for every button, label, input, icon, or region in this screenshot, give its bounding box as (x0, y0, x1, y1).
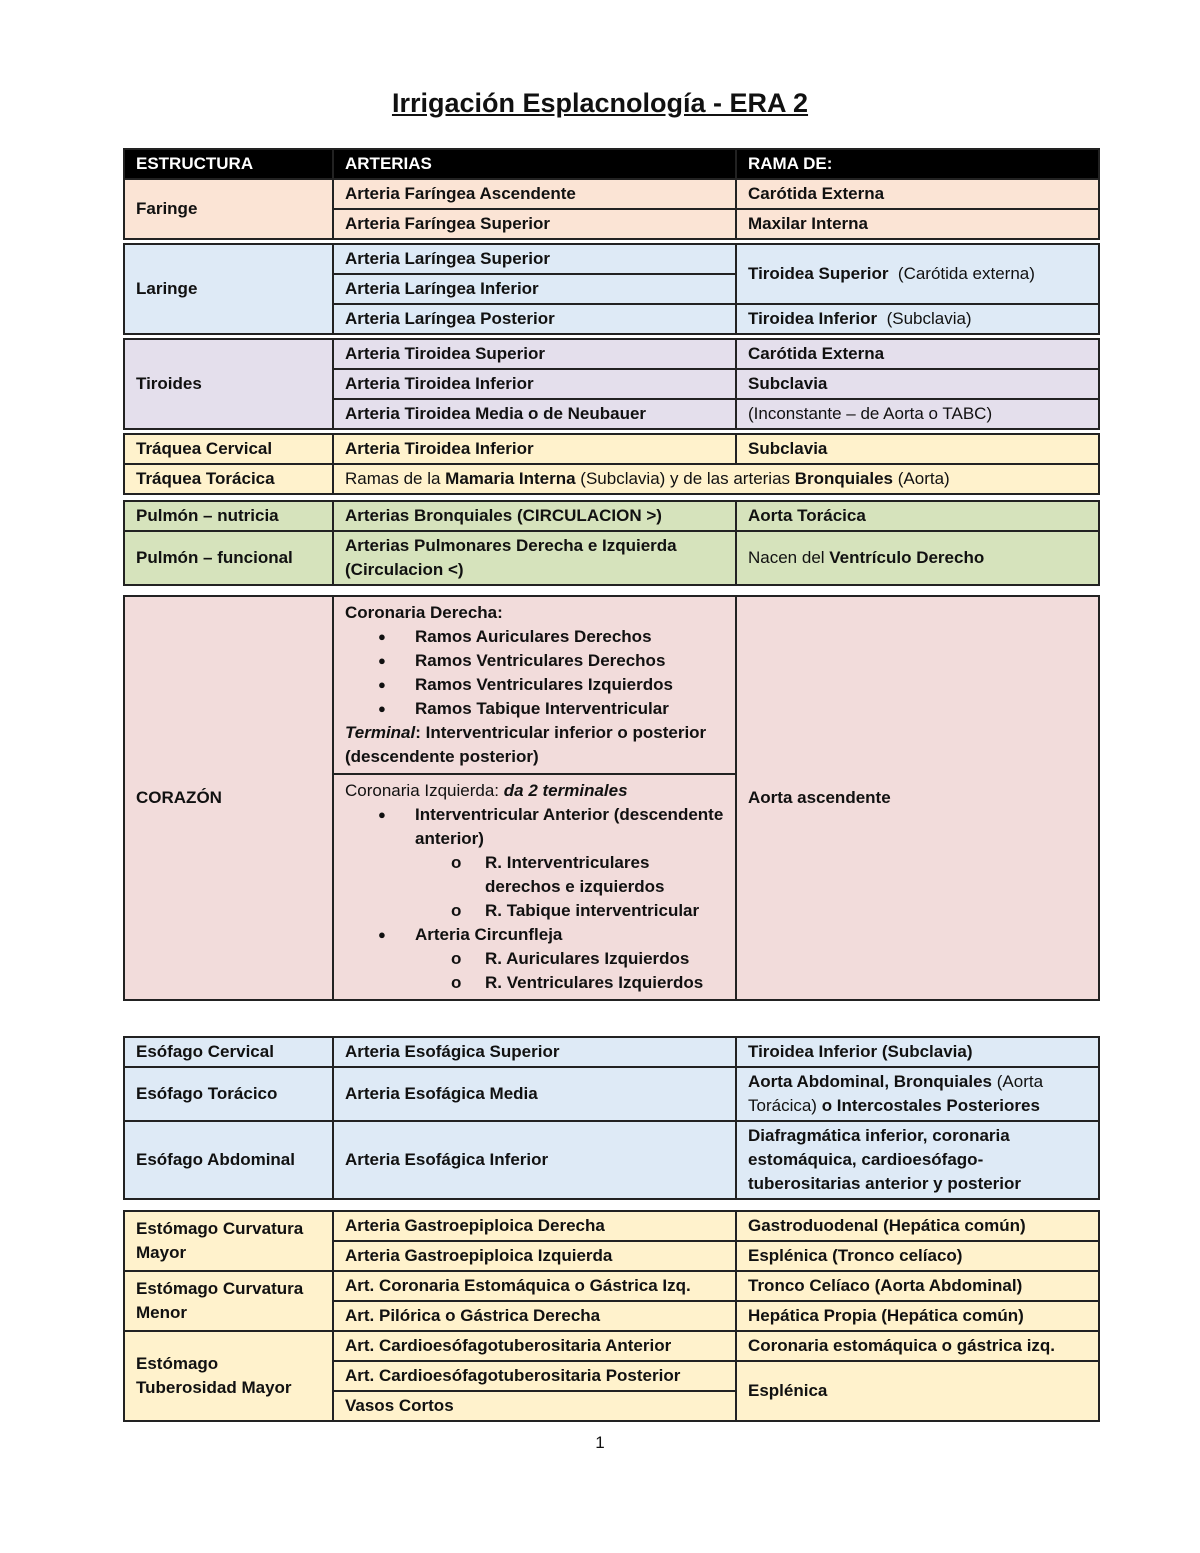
rama-note: (Subclavia) (886, 309, 972, 328)
table-row (124, 596, 1099, 774)
rama-cell: Subclavia (736, 369, 1099, 399)
rama-cell (736, 244, 1099, 304)
header-estructura: ESTRUCTURA (124, 149, 333, 179)
rama-cell (736, 1067, 1099, 1121)
arteria-cell: Arteria Gastroepiploica Izquierda (333, 1241, 736, 1271)
pulmon-table (123, 500, 1100, 586)
table-row (124, 1067, 1099, 1121)
list-item: ● Ramos Ventriculares Izquierdos (415, 673, 724, 697)
coronaria-izquierda-list (345, 803, 724, 995)
table-row (124, 464, 1099, 494)
coronaria-derecha-title: Coronaria Derecha: (345, 603, 503, 622)
estructura-cell: Pulmón – funcional (124, 531, 333, 585)
rama-cell: Aorta Torácica (736, 501, 1099, 531)
traquea-table (123, 433, 1100, 495)
arteria-cell: Arteria Tiroidea Media o de Neubauer (333, 399, 736, 429)
rama-cell: Gastroduodenal (Hepática común) (736, 1211, 1099, 1241)
rama-cell (736, 531, 1099, 585)
rama-cell: Maxilar Interna (736, 209, 1099, 239)
table-row (124, 531, 1099, 585)
list-item: ● Ramos Tabique Interventricular (415, 697, 724, 721)
arteria-cell: Art. Cardioesófagotuberositaria Posterior (333, 1361, 736, 1391)
arteria-cell: Vasos Cortos (333, 1391, 736, 1421)
title-text: Coronaria Izquierda: (345, 781, 504, 800)
arteria-cell: Arteria Laríngea Inferior (333, 274, 736, 304)
arteria-cell: Arteria Gastroepiploica Derecha (333, 1211, 736, 1241)
rama-note: (Aorta Torácica) (748, 1072, 1044, 1115)
estructura-cell: Esófago Abdominal (124, 1121, 333, 1199)
rama-cell: Hepática Propia (Hepática común) (736, 1301, 1099, 1331)
estructura-cell: CORAZÓN (124, 596, 333, 1000)
list-item: ● Ramos Ventriculares Derechos (415, 649, 724, 673)
arteria-cell (333, 464, 1099, 494)
coronaria-izquierda-cell (333, 774, 736, 1000)
header-rama: RAMA DE: (736, 149, 1099, 179)
sub-list-item: o R. Interventriculares derechos e izquierdos (485, 851, 724, 899)
text-bold: Bronquiales (794, 469, 894, 488)
list-item: ● Ramos Auriculares Derechos (415, 625, 724, 649)
list-item (415, 923, 724, 995)
estructura-cell: Pulmón – nutricia (124, 501, 333, 531)
text-part: Ramas de la (345, 469, 446, 488)
table-row (124, 179, 1099, 209)
sub-list-item: o R. Auriculares Izquierdos (485, 947, 724, 971)
rama-cell: Aorta ascendente (736, 596, 1099, 1000)
page-title: Irrigación Esplacnología - ERA 2 (391, 88, 809, 118)
coronaria-derecha-cell (333, 596, 736, 774)
arteria-cell: Arteria Esofágica Inferior (333, 1121, 736, 1199)
rama-bold: Ventrículo Derecho (829, 548, 985, 567)
list-item-label: Arteria Circunfleja (415, 925, 563, 944)
arteria-cell: Arteria Esofágica Media (333, 1067, 736, 1121)
estructura-cell: Esófago Cervical (124, 1037, 333, 1067)
estructura-cell: Tiroides (124, 339, 333, 429)
header-arterias: ARTERIAS (333, 149, 736, 179)
sub-list (415, 947, 724, 995)
estructura-cell: Estómago Curvatura Menor (124, 1271, 333, 1331)
rama-bold: o Intercostales Posteriores (821, 1096, 1040, 1115)
tiroides-table (123, 338, 1100, 430)
sub-list-item: o R. Tabique interventricular (485, 899, 724, 923)
rama-cell: Tronco Celíaco (Aorta Abdominal) (736, 1271, 1099, 1301)
table-row (124, 501, 1099, 531)
corazon-table (123, 595, 1100, 1001)
arteria-cell: Arterias Pulmonares Derecha e Izquierda (Circulacion <) (333, 531, 736, 585)
arteria-cell: Arteria Tiroidea Inferior (333, 369, 736, 399)
list-item (415, 803, 724, 923)
list-item-label: Interventricular Anterior (descendente anterior) (415, 805, 724, 848)
rama-bold: Tiroidea Superior (748, 264, 889, 283)
arteria-cell: Arteria Esofágica Superior (333, 1037, 736, 1067)
rama-cell: Esplénica (736, 1361, 1099, 1421)
estructura-cell: Tráquea Cervical (124, 434, 333, 464)
table-header-row (124, 149, 1099, 179)
table-row (124, 434, 1099, 464)
text-part: (Aorta) (893, 469, 950, 488)
estructura-cell: Esófago Torácico (124, 1067, 333, 1121)
arteria-cell: Arteria Faríngea Ascendente (333, 179, 736, 209)
arteria-cell: Arterias Bronquiales (CIRCULACION >) (333, 501, 736, 531)
arteria-cell: Arteria Laríngea Superior (333, 244, 736, 274)
table-row (124, 339, 1099, 369)
arteria-cell: Arteria Tiroidea Inferior (333, 434, 736, 464)
estructura-cell: Tráquea Torácica (124, 464, 333, 494)
estructura-cell: Faringe (124, 179, 333, 239)
arteria-cell: Arteria Faríngea Superior (333, 209, 736, 239)
table-row (124, 1331, 1099, 1361)
esofago-table (123, 1036, 1100, 1200)
rama-cell: Esplénica (Tronco celíaco) (736, 1241, 1099, 1271)
rama-cell: Carótida Externa (736, 339, 1099, 369)
arteria-cell: Art. Pilórica o Gástrica Derecha (333, 1301, 736, 1331)
rama-cell: Carótida Externa (736, 179, 1099, 209)
terminal-text: : Interventricular inferior o posterior (descendente posterior) (345, 723, 707, 766)
coronaria-izquierda-title (345, 779, 724, 803)
estomago-table (123, 1210, 1100, 1422)
laringe-table (123, 243, 1100, 335)
table-row (124, 1271, 1099, 1301)
table-row (124, 1211, 1099, 1241)
estructura-cell: Estómago Tuberosidad Mayor (124, 1331, 333, 1421)
arteria-cell: Arteria Tiroidea Superior (333, 339, 736, 369)
rama-bold: Tiroidea Inferior (748, 309, 878, 328)
rama-cell: Diafragmática inferior, coronaria estomáquica, cardioesófago-tuberositarias anterior y posterior (736, 1121, 1099, 1199)
arteria-cell: Art. Coronaria Estomáquica o Gástrica Izq. (333, 1271, 736, 1301)
coronaria-derecha-list (345, 625, 724, 721)
page-number: 1 (595, 1433, 605, 1452)
rama-cell: (Inconstante – de Aorta o TABC) (736, 399, 1099, 429)
rama-cell: Tiroidea Inferior (Subclavia) (736, 1037, 1099, 1067)
rama-bold: Aorta Abdominal, Bronquiales (748, 1072, 993, 1091)
terminal-note (345, 721, 724, 769)
estructura-cell: Estómago Curvatura Mayor (124, 1211, 333, 1271)
arteria-cell: Arteria Laríngea Posterior (333, 304, 736, 334)
estructura-cell: Laringe (124, 244, 333, 334)
text-part: (Subclavia) y de las arterias (575, 469, 795, 488)
text-bold: Mamaria Interna (445, 469, 576, 488)
table-row (124, 1037, 1099, 1067)
arteria-cell: Art. Cardioesófagotuberositaria Anterior (333, 1331, 736, 1361)
sub-list-item: o R. Ventriculares Izquierdos (485, 971, 724, 995)
rama-note: (Carótida externa) (897, 264, 1035, 283)
rama-cell: Subclavia (736, 434, 1099, 464)
table-row (124, 1121, 1099, 1199)
terminal-label: Terminal (345, 723, 416, 742)
table-row (124, 244, 1099, 274)
rama-cell (736, 304, 1099, 334)
rama-cell: Coronaria estomáquica o gástrica izq. (736, 1331, 1099, 1361)
sub-list (415, 851, 724, 923)
rama-note: Nacen del (748, 548, 830, 567)
title-italic: da 2 terminales (503, 781, 628, 800)
faringe-table (123, 148, 1100, 240)
